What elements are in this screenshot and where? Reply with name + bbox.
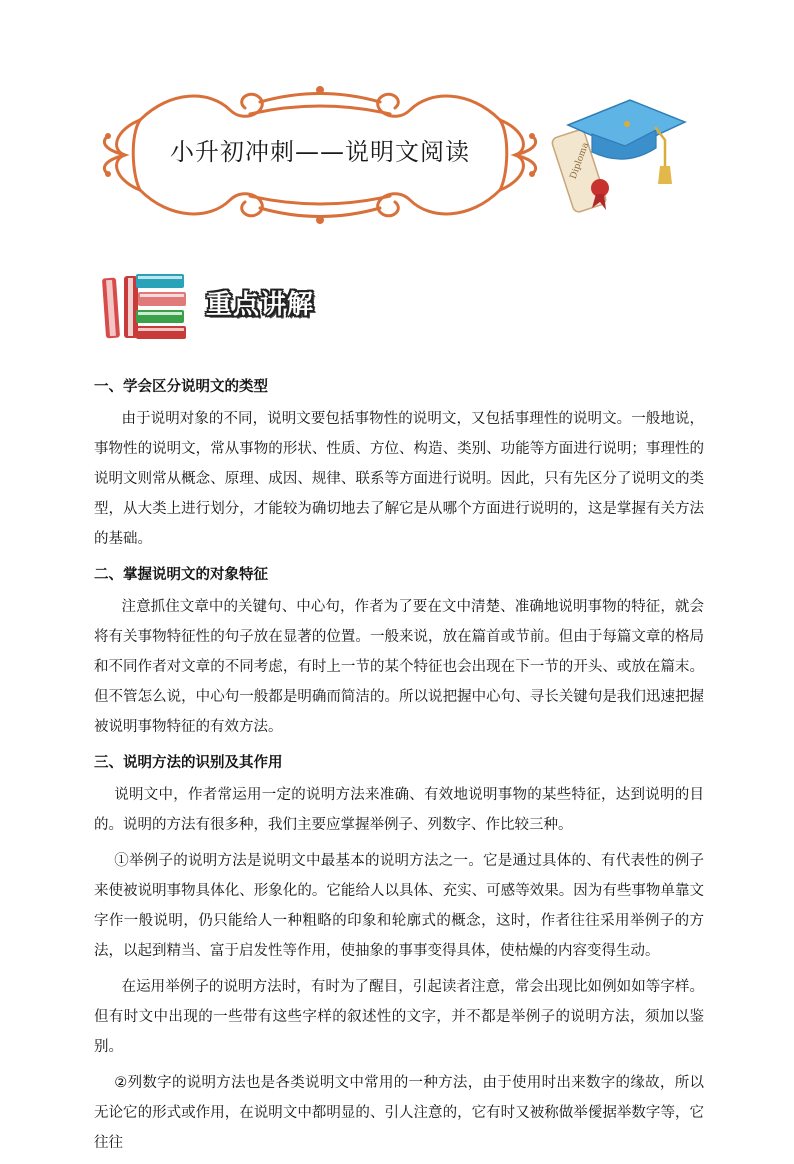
- section-header: [102, 270, 342, 342]
- page-title: 小升初冲刺——说明文阅读: [170, 138, 470, 166]
- title-banner: [100, 80, 690, 230]
- article-body: [94, 372, 704, 1164]
- section-heading: 一、学会区分说明文的类型: [94, 379, 268, 395]
- section-label: 重点讲解: [206, 290, 315, 320]
- section-heading: 三、说明方法的识别及其作用: [94, 755, 283, 771]
- paragraph: ②列数字的说明方法也是各类说明文中常用的一种方法，由于使用时出来数字的缘故，所以无论它的形式或作用，在说明文中都明显的、引人注意的，它有时又被称做举僾据举数字等，它往往: [94, 1075, 704, 1151]
- books-icon: [102, 270, 192, 342]
- paragraph: 由于说明对象的不同，说明文要包括事物性的说明文，又包括事理性的说明文。一般地说，事物性的说明文，常从事物的形状、性质、方位、构造、类别、功能等方面进行说明；事理性的说明文则常从概念、原理、成因、规律、联系等方面进行说明。因此，只有先区分了说明文的类型，从大类上进行划分，才能较为确切地去了解它是从哪个方面进行说明的，这是掌握有关方法的基础。: [94, 411, 704, 547]
- section-heading: 二、掌握说明文的对象特征: [94, 567, 268, 583]
- paragraph: 在运用举例子的说明方法时，有时为了醒目，引起读者注意，常会出现比如例如如等字样。但有时文中出现的一些带有这些字样的叙述性的文字，并不都是举例子的说明方法，须加以鉴别。: [94, 979, 704, 1055]
- paragraph: ①举例子的说明方法是说明文中最基本的说明方法之一。它是通过具体的、有代表性的例子来使被说明事物具体化、形象化的。它能给人以具体、充实、可感等效果。因为有些事物单靠文字作一般说明，仍只能给人一种粗略的印象和轮廓式的概念，这时，作者往往采用举例子的方法，以起到精当、富于启发性等作用，使抽象的事事变得具体，使枯燥的内容变得生动。: [94, 853, 704, 959]
- svg-text:Diploma: Diploma: [568, 141, 592, 181]
- paragraph: 说明文中，作者常运用一定的说明方法来准确、有效地说明事物的某些特征，达到说明的目的。说明的方法有很多种，我们主要应掌握举例子、列数字、作比较三种。: [94, 787, 704, 833]
- paragraph: 注意抓住文章中的关键句、中心句，作者为了要在文中清楚、准确地说明事物的特征，就会将有关事物特征性的句子放在显著的位置。一般来说，放在篇首或节前。但由于每篇文章的格局和不同作者对文章的不同考虑，有时上一节的某个特征也会出现在下一节的开头、或放在篇末。但不管怎么说，中心句一般都是明确而简洁的。所以说把握中心句、寻长关键句是我们迅速把握被说明事物特征的有效方法。: [94, 599, 704, 735]
